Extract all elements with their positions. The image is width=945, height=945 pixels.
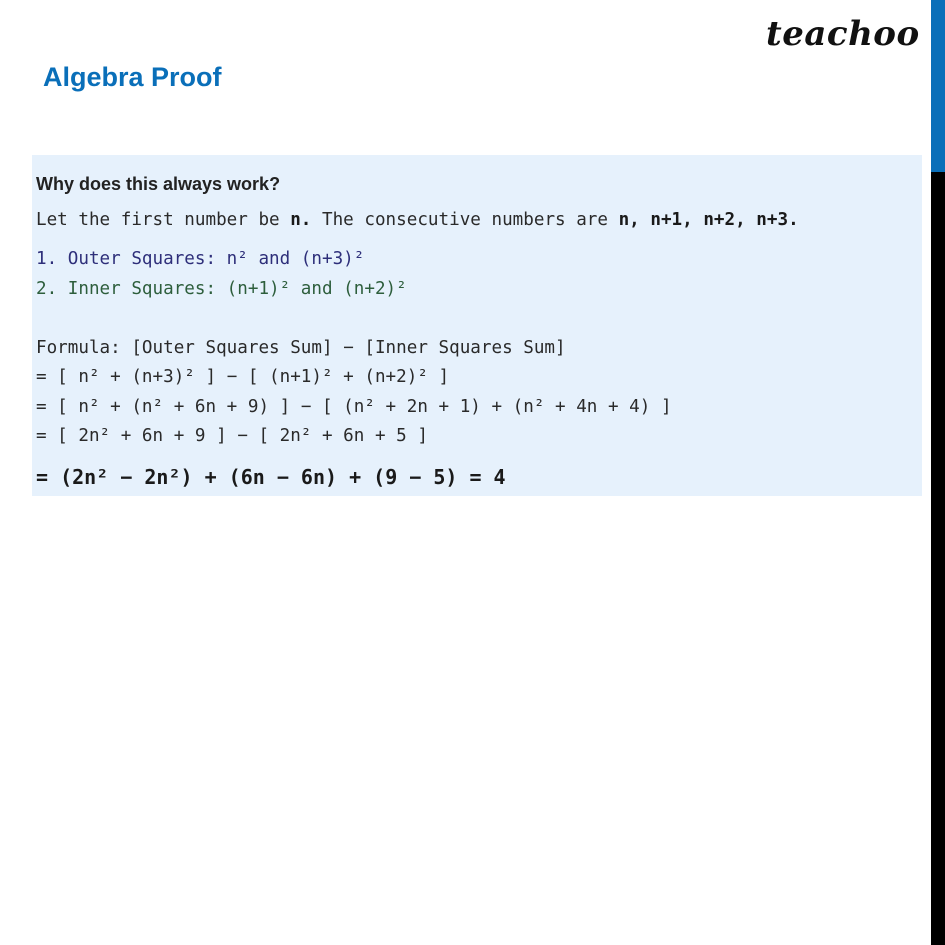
formula-line: Formula: [Outer Squares Sum] − [Inner Squares Sum] (36, 338, 566, 358)
inner-squares-line: 2. Inner Squares: (n+1)² and (n+2)² (36, 279, 407, 299)
formula-step-3: = [ 2n² + 6n + 9 ] − [ 2n² + 6n + 5 ] (36, 426, 428, 446)
result-line: = (2n² − 2n²) + (6n − 6n) + (9 − 5) = 4 (36, 465, 506, 489)
formula-step-1: = [ n² + (n+3)² ] − [ (n+1)² + (n+2)² ] (36, 367, 450, 387)
intro-line (36, 210, 799, 230)
intro-number-list: n, n+1, n+2, n+3. (618, 210, 799, 230)
teachoo-logo: teachoo (766, 14, 920, 54)
intro-variable: n. (290, 210, 312, 230)
proof-heading: Why does this always work? (36, 174, 281, 194)
formula-step-2: = [ n² + (n² + 6n + 9) ] − [ (n² + 2n + 1) + (n² + 4n + 4) ] (36, 397, 672, 417)
intro-middle: The consecutive numbers are (311, 210, 619, 230)
page-title: Algebra Proof (43, 62, 222, 92)
outer-squares-line: 1. Outer Squares: n² and (n+3)² (36, 249, 365, 269)
right-edge-accent (931, 0, 945, 172)
intro-prefix: Let the first number be (36, 210, 291, 230)
